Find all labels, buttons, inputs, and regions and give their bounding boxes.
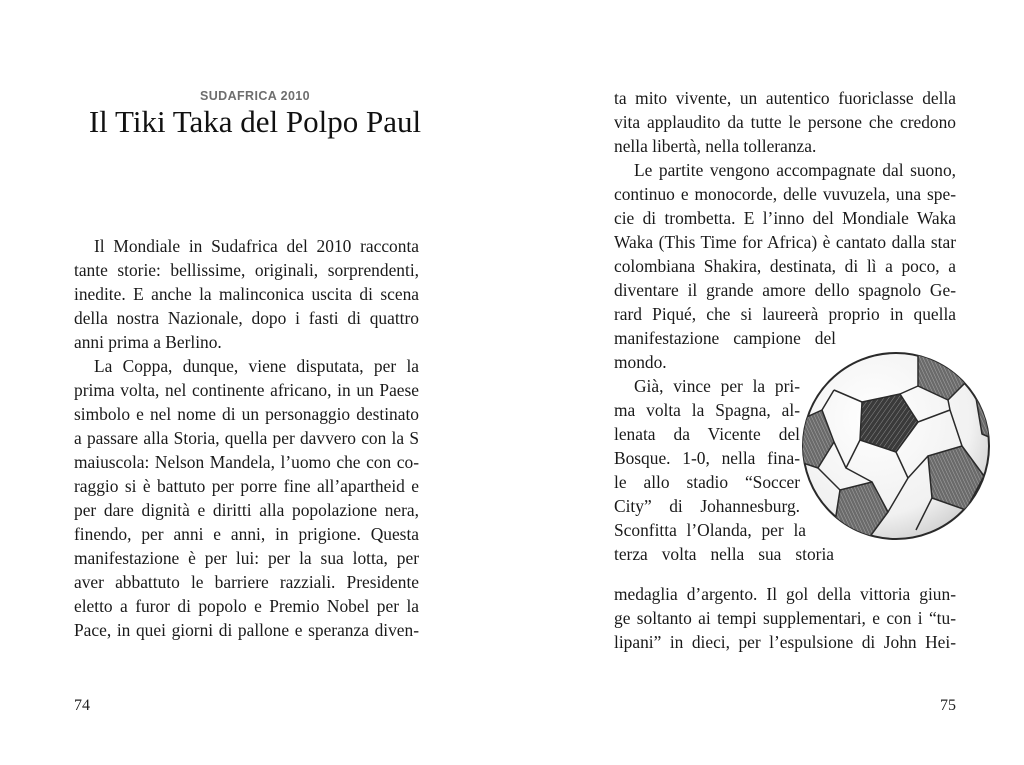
text-line: nella libertà, nella tolleranza. <box>614 136 817 156</box>
text-line: mondo. <box>614 352 667 372</box>
text-line: Già, vince per la pri- <box>634 376 800 396</box>
text-line: ta mito vivente, un autentico fuoriclasse della <box>614 88 956 108</box>
text-line: le allo stadio “Soccer <box>614 472 800 492</box>
text-line: tante storie: bellissime, originali, sorprendenti, <box>74 260 419 280</box>
text-line: aver abbattuto le barriere razziali. Presidente <box>74 572 419 592</box>
text-line: La Coppa, dunque, viene disputata, per la <box>94 356 419 376</box>
text-line: terza volta nella sua storia <box>614 544 834 564</box>
text-line: inedite. E anche la malinconica uscita di scena <box>74 284 419 304</box>
text-line: rard Piqué, che si laureerà proprio in quella <box>614 304 956 324</box>
text-line: continuo e monocorde, delle vuvuzela, una spe- <box>614 184 956 204</box>
text-line: cie di trombetta. E l’inno del Mondiale Waka <box>614 208 956 228</box>
text-line: ge soltanto ai tempi supplementari, e con i “tu- <box>614 608 956 628</box>
left-body-text <box>74 234 419 642</box>
text-line: raggio si è battuto per porre fine all’apartheid e <box>74 476 419 496</box>
text-line: ma volta la Spagna, al- <box>614 400 800 420</box>
page-number-left: 74 <box>74 697 90 714</box>
text-line: finendo, per anni e anni, in prigione. Questa <box>74 524 419 544</box>
chapter-title: Il Tiki Taka del Polpo Paul <box>88 104 422 139</box>
text-line: maiuscola: Nelson Mandela, l’uomo che con co- <box>74 452 419 472</box>
page-number-right: 75 <box>940 697 956 714</box>
text-line: per dare dignità e diritti alla popolazione nera, <box>74 500 419 520</box>
text-line: Il Mondiale in Sudafrica del 2010 racconta <box>94 236 419 256</box>
text-line: manifestazione campione del <box>614 328 836 348</box>
text-line: eletto a furor di popolo e Premio Nobel per la <box>74 596 419 616</box>
right-body-text-wrap <box>614 374 834 566</box>
text-line: Pace, in quei giorni di pallone e speranza diven- <box>74 620 419 640</box>
text-line: Le partite vengono accompagnate dal suono, <box>634 160 956 180</box>
text-line: lenata da Vicente del <box>614 424 800 444</box>
text-line: Waka (This Time for Africa) è cantato dalla star <box>614 232 956 252</box>
chapter-kicker: SUDAFRICA 2010 <box>199 89 311 103</box>
text-line: della nostra Nazionale, dopo i fasti di quattro <box>74 308 419 328</box>
right-body-text-bottom <box>614 582 956 654</box>
text-line: vita applaudito da tutte le persone che credono <box>614 112 956 132</box>
text-line: City” di Johannesburg. <box>614 496 800 516</box>
soccer-ball-icon <box>800 350 992 542</box>
text-line: lipani” in dieci, per l’espulsione di John Hei- <box>614 632 956 652</box>
text-line: anni prima a Berlino. <box>74 332 222 352</box>
text-line: diventare il grande amore dello spagnolo Ge- <box>614 280 956 300</box>
text-line: simbolo e nel nome di un personaggio destinato <box>74 404 419 424</box>
text-line: medaglia d’argento. Il gol della vittoria giun- <box>614 584 956 604</box>
right-body-text-top <box>614 86 956 374</box>
text-line: Bosque. 1-0, nella fina- <box>614 448 800 468</box>
text-line: a passare alla Storia, quella per davvero con la S <box>74 428 419 448</box>
text-line: colombiana Shakira, destinata, di lì a poco, a <box>614 256 956 276</box>
text-line: Sconfitta l’Olanda, per la <box>614 520 806 540</box>
text-line: manifestazione è per lui: per la sua lotta, per <box>74 548 419 568</box>
text-line: prima volta, nel continente africano, in un Paese <box>74 380 419 400</box>
